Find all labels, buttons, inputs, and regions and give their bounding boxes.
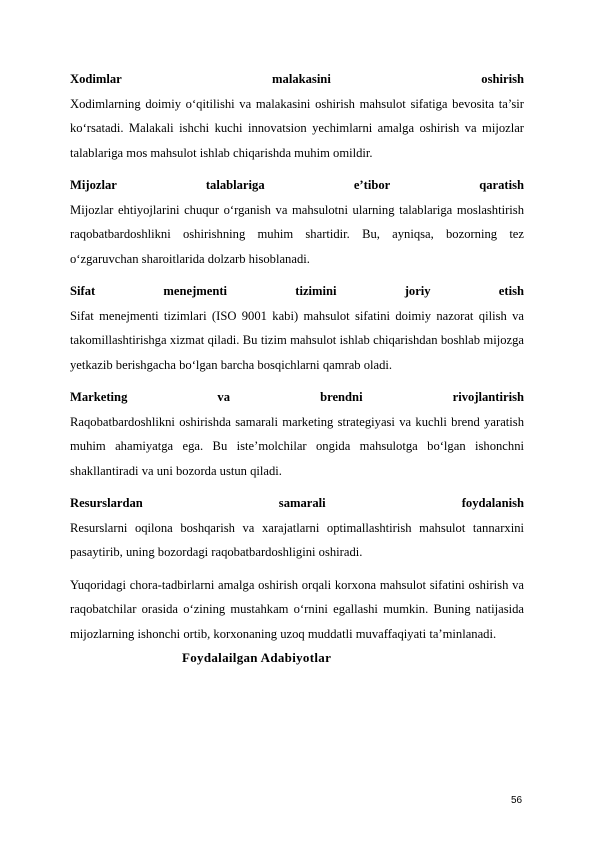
references-title: Foydalailgan Adabiyotlar — [182, 650, 332, 665]
section-heading-quality-management: Sifat menejmenti tizimini joriy etish — [70, 284, 524, 298]
section-heading-staff-training: Xodimlar malakasini oshirish — [70, 72, 524, 86]
section-heading-customer-focus: Mijozlar talablariga e’tibor qaratish — [70, 178, 524, 192]
section-text-quality-management: Sifat menejmenti tizimlari (ISO 9001 kabi) mahsulot sifatini doimiy nazorat qilish va takomillashtirishga xizmat qiladi. Bu tizim mahsulot ishlab chiqarishdan boshlab mijozga yetkazib berishgacha bo‘lgan barcha bosqichlarni qamrab oladi. — [70, 308, 524, 372]
section-text-resources: Resurslarni oqilona boshqarish va xarajatlarni optimallashtirish mahsulot tannarxini pasaytirib, uning bozordagi raqobatbardoshligini oshiradi. — [70, 520, 524, 559]
section-text-marketing: Raqobatbardoshlikni oshirishda samarali marketing strategiyasi va kuchli brend yaratish muhim ahamiyatga ega. Bu iste’molchilar ongida mahsulotga bo‘lgan ishonchni shakllantiradi va uni bozorda ustun qiladi. — [70, 414, 524, 478]
page-number: 56 — [511, 795, 523, 806]
section-text-customer-focus: Mijozlar ehtiyojlarini chuqur o‘rganish va mahsulotni ularning talablariga moslashtirish raqobatbardoshlikni oshirishning muhim shartidir. Bu, ayniqsa, bozorning tez o‘zgaruvchan sharoitlarida dolzarb hisoblanadi. — [70, 202, 524, 266]
section-text-staff-training: Xodimlarning doimiy o‘qitilishi va malakasini oshirish mahsulot sifatiga bevosita ta’sir ko‘rsatadi. Malakali ishchi kuchi innovatsion yechimlarni amalga oshirish va mijozlar talablariga mos mahsulot ishlab chiqarishda muhim omildir. — [70, 96, 524, 160]
section-heading-marketing: Marketing va brendni rivojlantirish — [70, 390, 524, 404]
section-heading-resources: Resurslardan samarali foydalanish — [70, 496, 524, 510]
document-body — [70, 67, 524, 670]
conclusion-paragraph: Yuqoridagi chora-tadbirlarni amalga oshirish orqali korxona mahsulot sifatini oshirish va raqobatchilar orasida o‘zining mustahkam o‘rnini egallashi mumkin. Buning natijasida mijozlarning ishonchi ortib, korxonaning uzoq muddatli muvaffaqiyati ta’minlanadi. — [70, 577, 524, 641]
